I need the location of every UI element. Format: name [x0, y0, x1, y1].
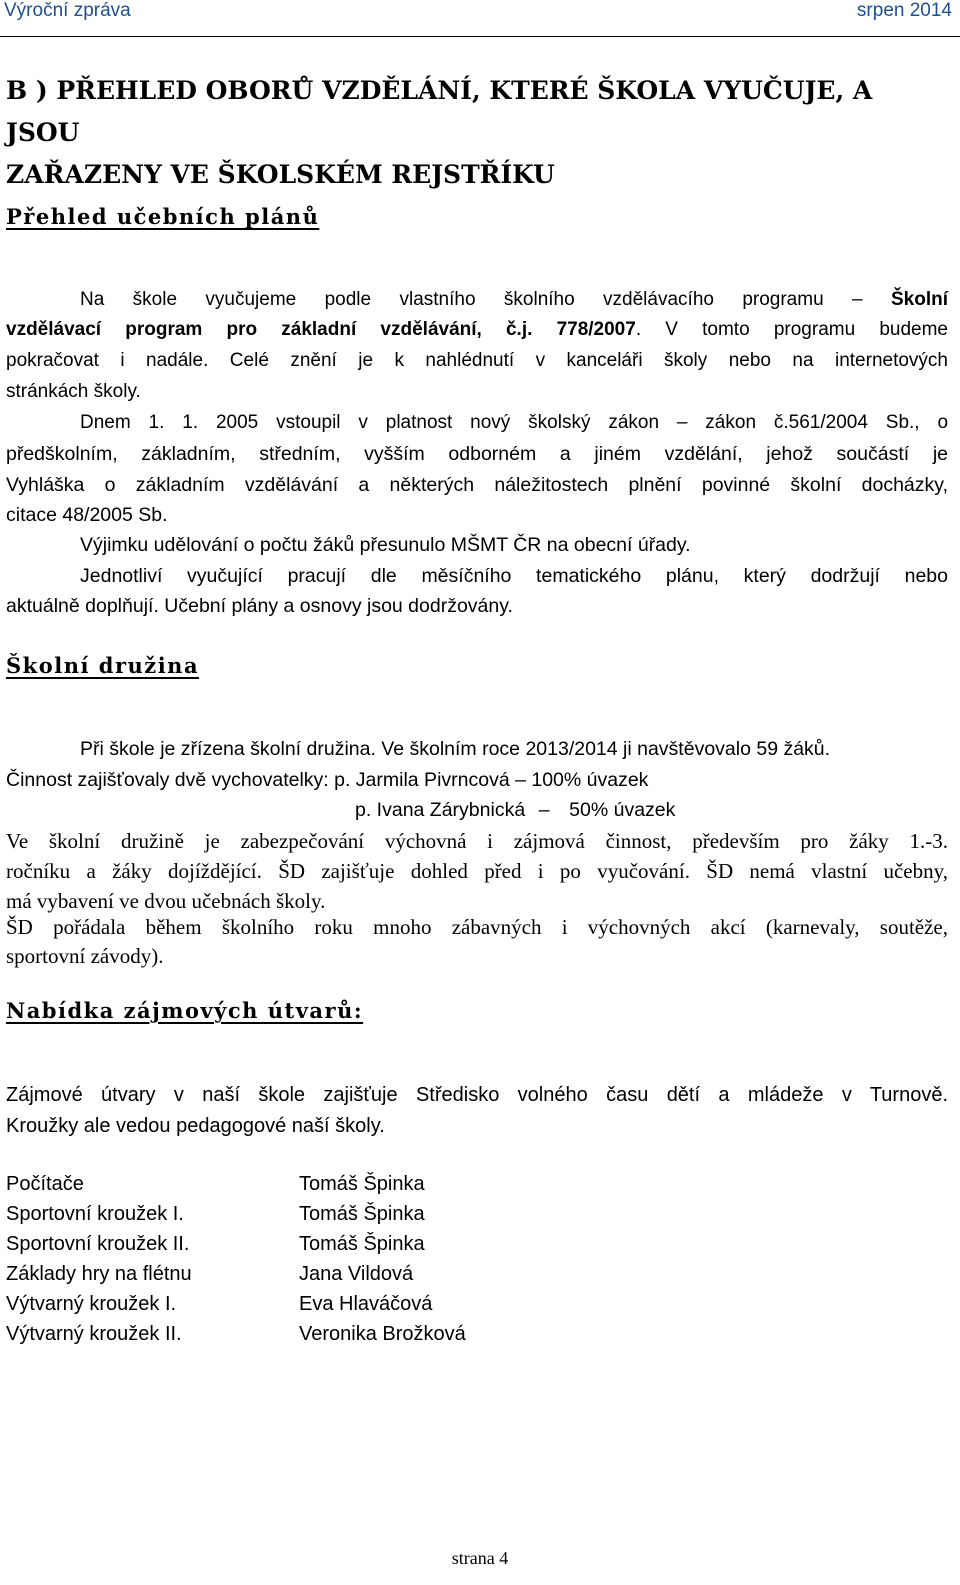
paragraph-line: Vyhláška o základním vzdělávání a některých náležitostech plnění povinné školní docházky,	[6, 474, 948, 496]
paragraph-line: předškolním, základním, středním, vyšším odborném a jiném vzdělání, jehož součástí je	[6, 443, 948, 465]
club-leader: Tomáš Špinka	[299, 1173, 425, 1195]
club-leader: Tomáš Špinka	[299, 1233, 425, 1255]
header-date: srpen 2014	[856, 0, 952, 21]
paragraph-line: Kroužky ale vedou pedagogové naší školy.	[6, 1115, 385, 1137]
club-name: Počítače	[6, 1173, 84, 1195]
paragraph-line: Ve školní družině je zabezpečování výchovná i zájmová činnost, především pro žáky 1.-3.	[6, 829, 948, 853]
paragraph-line: ročníku a žáky dojíždějící. ŠD zajišťuje dohled před i po vyučování. ŠD nemá vlastní učebny,	[6, 859, 948, 883]
chapter-title	[6, 70, 946, 196]
paragraph-line: Zájmové útvary v naší škole zajišťuje Středisko volného času dětí a mládeže v Turnově.	[6, 1084, 948, 1106]
chapter-title-line-1: B ) PŘEHLED OBORŮ VZDĚLÁNÍ, KTERÉ ŠKOLA VYUČUJE, A JSOU	[6, 76, 873, 147]
paragraph-line: Výjimku udělování o počtu žáků přesunulo MŠMT ČR na obecní úřady.	[80, 534, 691, 556]
club-leader: Tomáš Špinka	[299, 1203, 425, 1225]
club-name: Výtvarný kroužek II.	[6, 1323, 182, 1345]
paragraph-line: citace 48/2005 Sb.	[6, 504, 168, 526]
club-name: Výtvarný kroužek I.	[6, 1293, 177, 1315]
paragraph-line: ŠD pořádala během školního roku mnoho zábavných i výchovných akcí (karnevaly, soutěže,	[6, 915, 948, 939]
paragraph-line: aktuálně doplňují. Učební plány a osnovy jsou dodržovány.	[6, 595, 513, 617]
header-title: Výroční zpráva	[4, 0, 131, 21]
section-heading-activities: Nabídka zájmových útvarů:	[6, 998, 364, 1023]
paragraph-line: Jednotliví vyučující pracují dle měsíčního tematického plánu, který dodržují nebo	[80, 565, 948, 587]
paragraph-line: p. Ivana Zárybnická – 50% úvazek	[355, 799, 676, 821]
paragraph-line: Dnem 1. 1. 2005 vstoupil v platnost nový školský zákon – zákon č.561/2004 Sb., o	[80, 412, 949, 433]
paragraph-line: má vybavení ve dvou učebnách školy.	[6, 889, 326, 913]
paragraph-line: pokračovat i nadále. Celé znění je k nahlédnutí v kanceláři školy nebo na internetových	[6, 350, 948, 371]
paragraph-line: Při škole je zřízena školní družina. Ve školním roce 2013/2014 ji navštěvovalo 59 žáků.	[80, 738, 831, 760]
club-leader: Jana Vildová	[299, 1263, 414, 1285]
paragraph-line: Činnost zajišťovaly dvě vychovatelky: p. Jarmila Pivrncová – 100% úvazek	[6, 769, 649, 791]
club-name: Základy hry na flétnu	[6, 1263, 192, 1285]
chapter-title-line-2: ZAŘAZENY VE ŠKOLSKÉM REJSTŘÍKU	[6, 160, 555, 189]
club-name: Sportovní kroužek I.	[6, 1203, 184, 1225]
page-number: strana 4	[451, 1548, 509, 1568]
section-heading-curricula: Přehled učebních plánů	[6, 204, 320, 229]
club-leader: Eva Hlaváčová	[299, 1293, 433, 1315]
club-name: Sportovní kroužek II.	[6, 1233, 190, 1255]
paragraph-line: vzdělávací program pro základní vzdělávání, č.j. 778/2007. V tomto programu budeme	[6, 319, 948, 340]
paragraph-line: stránkách školy.	[6, 381, 141, 402]
page-header	[0, 0, 960, 37]
paragraph-line: Na škole vyučujeme podle vlastního školního vzdělávacího programu – Školní	[80, 289, 949, 310]
paragraph-line: sportovní závody).	[6, 944, 164, 968]
club-leader: Veronika Brožková	[299, 1323, 466, 1345]
section-heading-after-school-club: Školní družina	[6, 653, 200, 678]
